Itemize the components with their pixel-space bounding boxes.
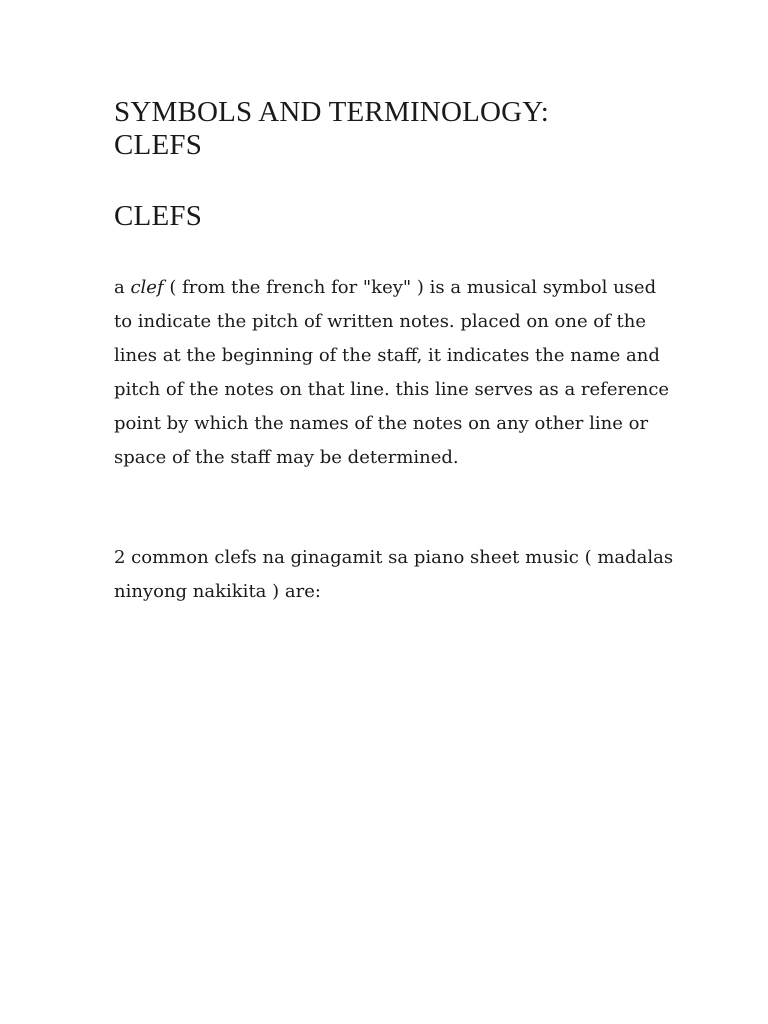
document-title-line-2: CLEFS xyxy=(114,129,203,161)
common-clefs-paragraph: 2 common clefs na ginagamit sa piano sheet music ( madalas ninyong nakikita ) are: xyxy=(114,547,674,602)
document-title-line-1: SYMBOLS AND TERMINOLOGY: xyxy=(114,96,550,128)
clef-definition-paragraph xyxy=(114,271,674,475)
section-heading-clefs: CLEFS xyxy=(114,200,203,232)
paragraph-lead-text: a xyxy=(114,277,131,298)
paragraph-body-text: ( from the french for "key" ) is a musical symbol used to indicate the pitch of written notes. placed on one of the lines at the beginning of the staff, it indicates the name and pitch of the notes on that line. this line serves as a reference point by which the names of the notes on any other line or space of the staff may be determined. xyxy=(114,277,670,468)
document-title xyxy=(114,96,674,162)
clef-emphasis-term: clef xyxy=(130,277,164,298)
document-body xyxy=(114,96,674,609)
